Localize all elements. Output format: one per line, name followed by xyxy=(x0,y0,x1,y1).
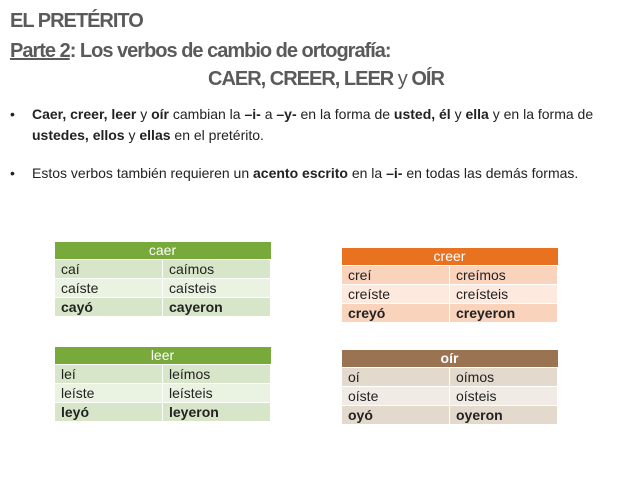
table-cell: creímos xyxy=(450,266,558,285)
table-cell: cayeron xyxy=(163,298,271,317)
bullet-text-part: ella xyxy=(465,106,489,122)
table-row xyxy=(55,403,271,422)
bullet-text-part: en la xyxy=(347,165,387,181)
bullet-text-part: usted, él xyxy=(393,106,451,122)
bullet-text-part: y en la forma de xyxy=(488,106,594,122)
bullet-text xyxy=(32,163,630,184)
bullet-text-part: en el pretérito. xyxy=(170,127,264,143)
subtitle-part: Parte 2 xyxy=(10,40,70,62)
bullet-text-part: Estos verbos también requieren un xyxy=(32,165,254,181)
bullet-item xyxy=(10,163,630,184)
bullet-text-part: oír xyxy=(151,106,169,122)
verbs-line-b: OÍR xyxy=(411,68,444,90)
bullet-text-part: y xyxy=(136,106,152,122)
verbs-line xyxy=(208,66,444,92)
page-title: EL PRETÉRITO xyxy=(10,10,143,32)
table-cell: oíste xyxy=(342,387,450,406)
bullet-text-part: acento escrito xyxy=(253,165,348,181)
bullet-text-part: cambian la xyxy=(168,106,245,122)
table-row xyxy=(55,365,271,384)
table-header: creer xyxy=(342,248,558,266)
bullet-text-part: ustedes, ellos xyxy=(32,127,125,143)
table-row xyxy=(55,279,271,298)
table-row xyxy=(342,266,558,285)
table-cell: creí xyxy=(342,266,450,285)
bullet-text-part: en todas las demás formas. xyxy=(402,165,579,181)
table-cell: creyeron xyxy=(450,304,558,323)
bullet-text-part: y xyxy=(450,106,466,122)
bullet-text-part: a xyxy=(260,106,277,122)
table-row xyxy=(342,387,558,406)
table-header: caer xyxy=(55,242,271,260)
table-cell: creísteis xyxy=(450,285,558,304)
bullet-text-part: –y- xyxy=(276,106,297,122)
bullet-dot-icon: • xyxy=(10,165,15,181)
conjugation-table-caer xyxy=(54,242,271,317)
table-cell: oímos xyxy=(450,368,558,387)
bullet-text-part: –i- xyxy=(244,106,261,122)
verbs-line-y: y xyxy=(393,68,412,90)
table-cell: oísteis xyxy=(450,387,558,406)
table-row xyxy=(55,298,271,317)
conjugation-table-leer xyxy=(54,347,271,422)
table-cell: leyeron xyxy=(163,403,271,422)
table-cell: oí xyxy=(342,368,450,387)
bullet-text-part: –i- xyxy=(386,165,403,181)
bullet-text-part: en la forma de xyxy=(296,106,394,122)
table-row xyxy=(55,384,271,403)
table-header: leer xyxy=(55,347,271,365)
bullet-dot-icon: • xyxy=(10,106,15,122)
bullet-list xyxy=(10,104,630,201)
table-cell: creíste xyxy=(342,285,450,304)
table-cell: leísteis xyxy=(163,384,271,403)
table-cell: oyó xyxy=(342,406,450,425)
table-row xyxy=(342,406,558,425)
table-header xyxy=(342,350,558,368)
table-cell: caíste xyxy=(55,279,163,298)
table-row xyxy=(342,285,558,304)
table-row xyxy=(342,368,558,387)
conjugation-table-oir xyxy=(341,350,558,425)
table-cell: leí xyxy=(55,365,163,384)
table-cell: leímos xyxy=(163,365,271,384)
bullet-item xyxy=(10,104,630,146)
table-cell: creyó xyxy=(342,304,450,323)
table-header-label: oír xyxy=(440,350,459,366)
bullet-text-part: y xyxy=(124,127,140,143)
table-cell: caímos xyxy=(163,260,271,279)
table-cell: caísteis xyxy=(163,279,271,298)
table-cell: cayó xyxy=(55,298,163,317)
bullet-text-part: ellas xyxy=(139,127,171,143)
table-cell: caí xyxy=(55,260,163,279)
table-cell: leyó xyxy=(55,403,163,422)
verbs-line-a: CAER, CREER, LEER xyxy=(208,68,394,90)
bullet-text xyxy=(32,104,630,146)
conjugation-table-creer xyxy=(341,248,558,323)
page-subtitle xyxy=(10,38,391,64)
table-row xyxy=(342,304,558,323)
table-cell: leíste xyxy=(55,384,163,403)
subtitle-rest: : Los verbos de cambio de ortografía: xyxy=(69,40,391,62)
table-row xyxy=(55,260,271,279)
bullet-text-part: Caer, creer, leer xyxy=(32,106,137,122)
table-cell: oyeron xyxy=(450,406,558,425)
